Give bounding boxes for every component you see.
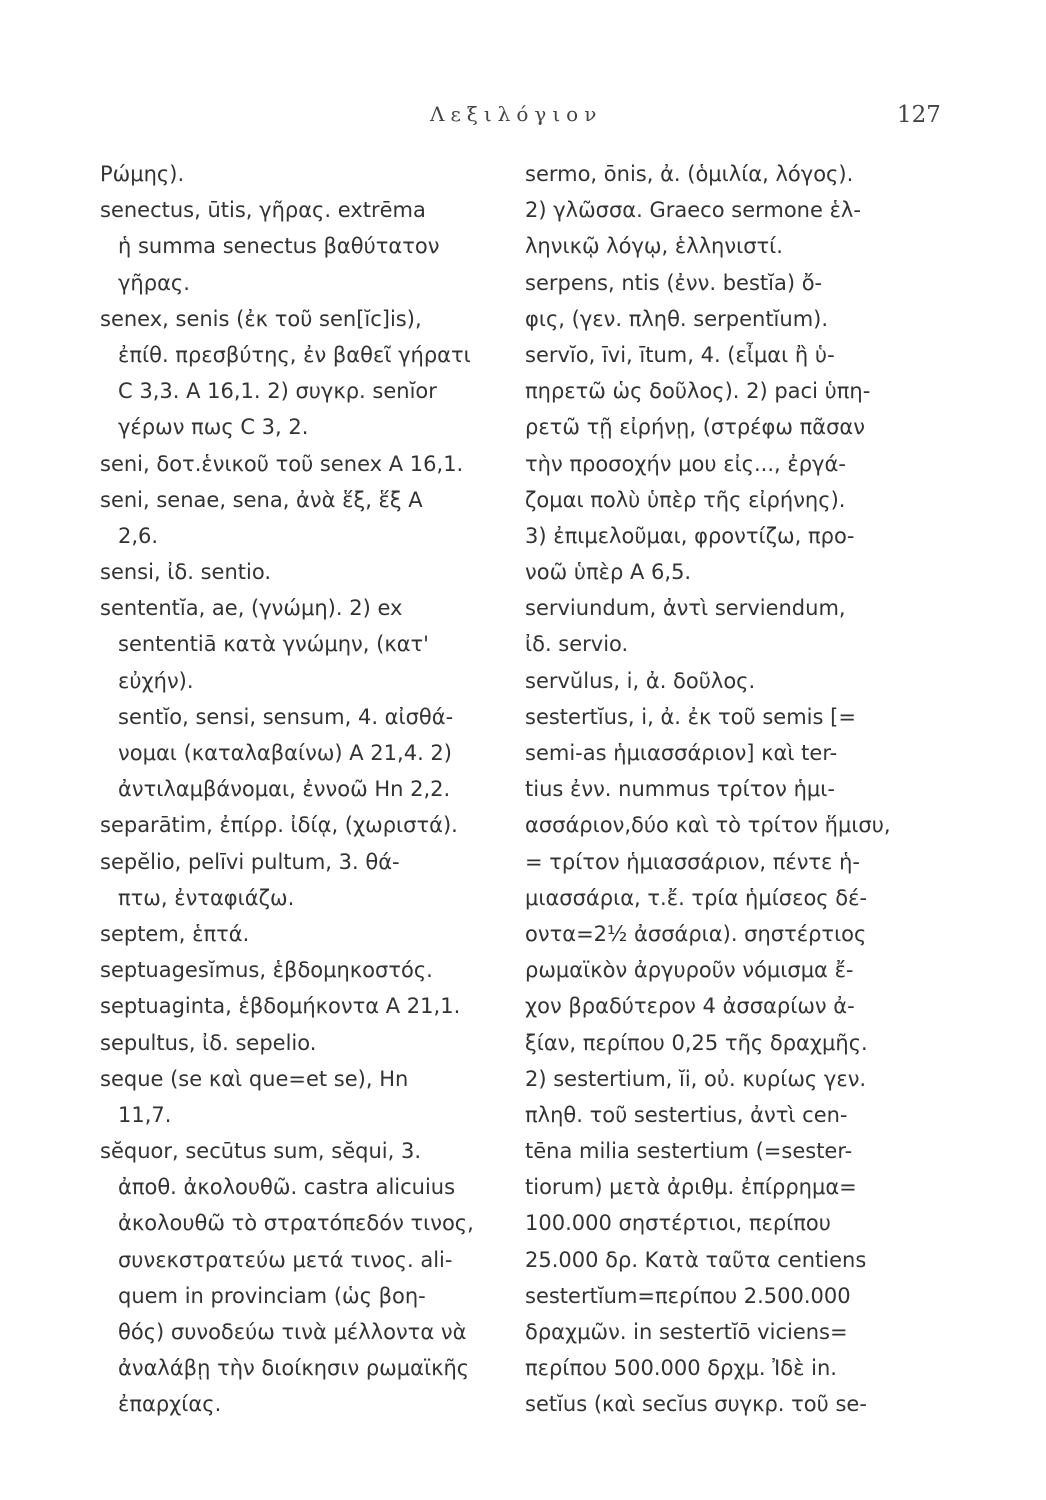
entry-line: ἀντιλαμβάνομαι, ἐννοῶ Hn 2,2. (118, 777, 451, 802)
entry-line: περίπου 500.000 δρχμ. Ἰδὲ in. (525, 1356, 837, 1381)
entry-line: sestertĭus, i, ἀ. ἐκ τοῦ semis [= (525, 704, 856, 729)
entry-line: sestertĭum=περίπου 2.500.000 (525, 1283, 851, 1308)
entry-line: τὴν προσοχήν μου εἰς..., ἐργά- (525, 451, 846, 476)
entry-line: septem, ἑπτά. (100, 921, 250, 946)
entry-line: χον βραδύτερον 4 ἀσσαρίων ἀ- (525, 994, 855, 1019)
entry-line: seni, senae, sena, ἀνὰ ἕξ, ἕξ A (100, 487, 423, 512)
entry-line: separātim, ἐπίρρ. ἰδίᾳ, (χωριστά). (100, 813, 458, 838)
entry-line: εὐχήν). (118, 668, 194, 693)
entry-line: Ρώμης). (100, 162, 185, 186)
entry-line: φις, (γεν. πληθ. serpentĭum). (525, 306, 829, 331)
entry-line: μιασσάρια, τ.ἔ. τρία ἡμίσεος δέ- (525, 885, 868, 910)
entry-line: ζομαι πολὺ ὑπὲρ τῆς εἰρήνης). (525, 487, 846, 512)
entry-line: ἐπαρχίας. (118, 1392, 222, 1417)
entry-line: servŭlus, i, ἀ. δοῦλος. (525, 668, 756, 693)
entry-line: γέρων πως C 3, 2. (118, 415, 309, 440)
entry-line: 2) γλῶσσα. Graeco sermone ἑλ- (525, 198, 861, 223)
entry-line: ληνικῷ λόγῳ, ἑλληνιστί. (525, 234, 783, 259)
entry-line: νομαι (καταλαβαίνω) A 21,4. 2) (118, 741, 452, 765)
entry-line: tiorum) μετὰ ἀριθμ. ἐπίρρημα= (525, 1175, 857, 1200)
entry-line: ρετῶ τῇ εἰρήνῃ, (στρέφω πᾶσαν (525, 415, 866, 440)
entry-line: senectus, ūtis, γῆρας. extrēma (100, 198, 426, 223)
entry-line: sĕquor, secūtus sum, sĕqui, 3. (100, 1139, 421, 1164)
entry-line: servĭo, īvi, ītum, 4. (εἶμαι ἢ ὑ- (525, 342, 835, 367)
entry-line: ἡ summa senectus βαθύτατον (118, 234, 440, 259)
entry-line: οντα=2½ ἀσσάρια). σηστέρτιος (525, 921, 867, 946)
entry-line: semi-as ἡμιασσάριον] καὶ ter- (525, 741, 838, 765)
entry-line: seque (se καὶ que=et se), Hn (100, 1066, 409, 1091)
entry-line: δραχμῶν. in sestertĭō viciens= (525, 1320, 848, 1344)
entry-line: tēna milia sestertium (=sester- (525, 1139, 853, 1164)
entry-line: πηρετῶ ὡς δοῦλος). 2) paci ὑπη- (525, 379, 871, 404)
entry-line: 2) sestertium, ĭi, οὐ. κυρίως γεν. (525, 1066, 867, 1091)
entry-line: 11,7. (118, 1102, 172, 1127)
entry-line: 2,6. (118, 523, 159, 548)
entry-line: ἀποθ. ἀκολουθῶ. castra alicuius (118, 1175, 456, 1200)
entry-line: ξίαν, περίπου 0,25 τῆς δραχμῆς. (525, 1030, 868, 1055)
entry-line: quem in provinciam (ὡς βοη- (118, 1283, 426, 1308)
entry-line: πτω, ἐνταφιάζω. (118, 885, 295, 910)
entry-line: sententiā κατὰ γνώμην, (κατ' (118, 632, 429, 657)
entry-line: septuagesĭmus, ἑβδομηκοστός. (100, 958, 433, 983)
entry-line: senex, senis (ἐκ τοῦ sen[ĭc]is), (100, 306, 422, 331)
entry-line: = τρίτον ἡμιασσάριον, πέντε ἡ- (525, 849, 860, 874)
entry-line: 100.000 σηστέρτιοι, περίπου (525, 1211, 831, 1236)
entry-line: sepĕlio, pelīvi pultum, 3. θά- (100, 849, 400, 874)
entry-line: 25.000 δρ. Κατὰ ταῦτα centiens (525, 1247, 867, 1272)
running-title: Λεξιλόγιον (430, 102, 603, 126)
entry-line: seni, δοτ.ἑνικοῦ τοῦ senex A 16,1. (100, 451, 464, 476)
entry-line: ἀναλάβῃ τὴν διοίκησιν ρωμαϊκῆς (118, 1356, 470, 1381)
entry-line: 3) ἐπιμελοῦμαι, φροντίζω, προ- (525, 523, 855, 548)
left-column (100, 156, 530, 1423)
entry-line: ἰδ. servio. (525, 632, 629, 657)
entry-line: tius ἐνν. nummus τρίτον ἡμι- (525, 777, 835, 802)
entry-line: ρωμαϊκὸν ἀργυροῦν νόμισμα ἔ- (525, 958, 854, 983)
entry-line: νοῶ ὑπὲρ A 6,5. (525, 560, 692, 585)
entry-line: γῆρας. (118, 270, 190, 295)
entry-line: septuaginta, ἑβδομήκοντα A 21,1. (100, 994, 461, 1019)
entry-line: ἐπίθ. πρεσβύτης, ἐν βαθεῖ γήρατι (118, 342, 471, 367)
entry-line: sepultus, ἰδ. sepelio. (100, 1030, 317, 1055)
entry-line: πληθ. τοῦ sestertius, ἀντὶ cen- (525, 1102, 848, 1127)
page-number: 127 (897, 102, 941, 128)
entry-line: συνεκστρατεύω μετά τινος. ali- (118, 1247, 453, 1272)
entry-line: θός) συνοδεύω τινὰ μέλλοντα νὰ (118, 1320, 467, 1344)
entry-line: sensi, ἰδ. sentio. (100, 560, 271, 585)
entry-line: serviundum, ἀντὶ serviendum, (525, 596, 846, 621)
entry-line: ἀκολουθῶ τὸ στρατόπεδόν τινος, (118, 1211, 474, 1236)
entry-line: sermo, ōnis, ἀ. (ὁμιλία, λόγος). (525, 162, 854, 186)
entry-line: sentĭo, sensi, sensum, 4. αἰσθά- (118, 704, 454, 729)
entry-line: C 3,3. A 16,1. 2) συγκρ. senĭor (118, 379, 437, 404)
entry-line: serpens, ntis (ἐνν. bestĭa) ὄ- (525, 270, 823, 295)
entry-line: ασσάριον,δύο καὶ τὸ τρίτον ἥμισυ, (525, 813, 891, 838)
entry-line: sententĭa, ae, (γνώμη). 2) ex (100, 596, 403, 621)
entry-line: setĭus (καὶ secĭus συγκρ. τοῦ se- (525, 1392, 867, 1417)
right-column (525, 156, 965, 1423)
